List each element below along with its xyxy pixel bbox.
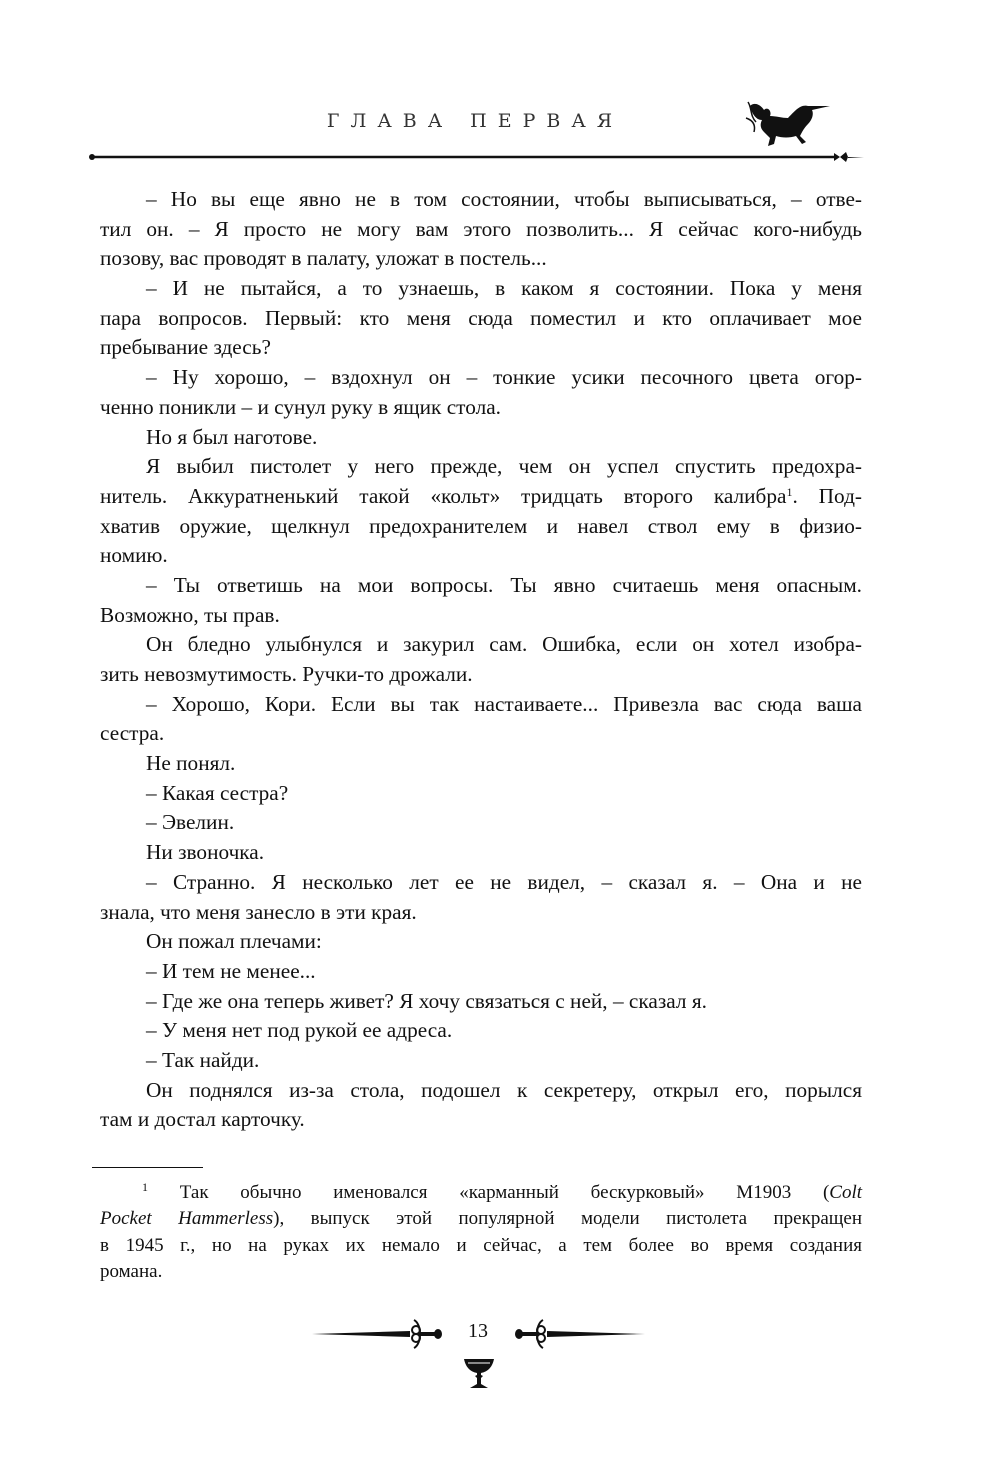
text-line: пребывание здесь?	[100, 335, 271, 360]
text-line: Ни звоночка.	[146, 840, 265, 865]
footnote	[100, 1180, 862, 1285]
header-rule	[88, 150, 864, 164]
text-line: – Так найди.	[146, 1047, 260, 1072]
text-line: – Ну хорошо, – вздохнул он – тонкие усики песочного цвета огор-	[146, 365, 862, 390]
text-segment: . Под-	[792, 483, 862, 508]
page-number: 13	[468, 1320, 488, 1342]
text-line: Я выбил пистолет у него прежде, чем он успел спустить предохра-	[146, 454, 862, 479]
text-line: – Но вы еще явно не в том состоянии, чтобы выписываться, – отве-	[146, 187, 862, 211]
footnote-separator	[92, 1167, 203, 1168]
text-line: – Какая сестра?	[146, 780, 289, 805]
text-line: Он пожал плечами:	[146, 929, 322, 954]
text-line: – У меня нет под рукой ее адреса.	[146, 1018, 453, 1043]
text-line: Он поднялся из-за стола, подошел к секретеру, открыл его, порылся	[146, 1077, 862, 1102]
text-line: – И не пытайся, а то узнаешь, в каком я состоянии. Пока у меня	[146, 276, 862, 301]
sword-left-icon	[310, 1316, 445, 1352]
footnote-line	[100, 1233, 862, 1259]
running-header-chapter-title: ГЛАВА ПЕРВАЯ	[326, 110, 624, 132]
chalice-icon	[462, 1357, 496, 1390]
text-line: номию.	[100, 543, 168, 568]
text-line: – Странно. Я несколько лет ее не видел, – сказал я. – Она и не	[146, 869, 862, 894]
text-segment: в 1945 г., но на руках их немало и сейчас, а тем более во время создания	[100, 1234, 862, 1256]
text-line: Не понял.	[146, 751, 236, 776]
text-line: Он бледно улыбнулся и закурил сам. Ошибка, если он хотел изобра-	[146, 632, 862, 657]
text-line: Но я был наготове.	[146, 424, 318, 449]
footnote-line	[100, 1259, 862, 1285]
sword-right-icon	[512, 1316, 647, 1352]
text-line: сестра.	[100, 721, 165, 746]
text-line: Возможно, ты прав.	[100, 602, 280, 627]
text-line: знала, что меня занесло в эти края.	[100, 899, 417, 924]
text-line: ченно поникли – и сунул руку в ящик стола.	[100, 394, 501, 419]
text-line: там и достал карточку.	[100, 1107, 305, 1132]
text-line: тил он. – Я просто не могу вам этого позволить... Я сейчас кого-нибудь	[100, 216, 862, 241]
text-line: – Где же она теперь живет? Я хочу связаться с ней, – сказал я.	[146, 988, 707, 1013]
text-segment: ), выпуск этой популярной модели пистолета прекращен	[273, 1208, 862, 1230]
text-line: – И тем не менее...	[146, 958, 316, 983]
text-line: пара вопросов. Первый: кто меня сюда поместил и кто оплачивает мое	[100, 305, 862, 330]
body-text	[100, 185, 862, 1135]
italic-term: Pocket Hammerless	[100, 1208, 274, 1230]
footnote-reference: 1	[786, 484, 793, 499]
text-line: хватив оружие, щелкнул предохранителем и навел ствол ему в физио-	[100, 513, 862, 538]
footnote-marker: 1	[142, 1180, 148, 1194]
text-line: позову, вас проводят в палату, уложат в постель...	[100, 246, 547, 271]
text-line: зить невозмутимость. Ручки-то дрожали.	[100, 662, 473, 686]
text-line	[100, 482, 862, 512]
footnote-line	[100, 1206, 862, 1232]
italic-term: Colt	[829, 1182, 862, 1203]
text-line: – Эвелин.	[146, 810, 235, 835]
text-segment: Так обычно именовался «карманный бескурковый» M1903 (	[179, 1182, 830, 1203]
text-line: – Ты ответишь на мои вопросы. Ты явно считаешь меня опасным.	[146, 572, 862, 597]
unicorn-icon	[742, 98, 832, 150]
footnote-line	[100, 1180, 862, 1206]
text-segment: романа.	[100, 1260, 163, 1282]
text-segment: нитель. Аккуратненький такой «кольт» тридцать второго калибра	[100, 483, 787, 508]
text-line: – Хорошо, Кори. Если вы так настаиваете... Привезла вас сюда ваша	[146, 691, 862, 716]
